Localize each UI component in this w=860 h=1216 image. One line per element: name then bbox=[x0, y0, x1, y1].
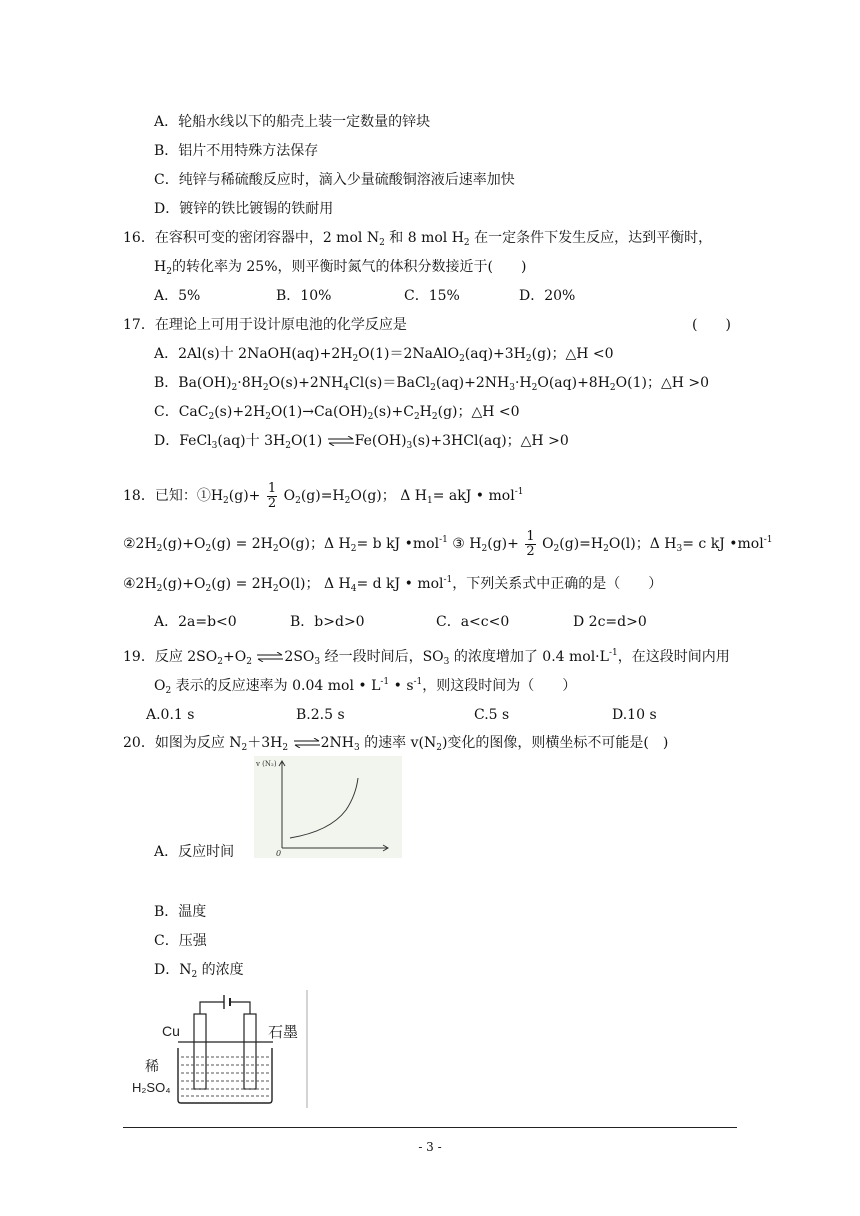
q20-option-c: C．压强 bbox=[154, 933, 207, 949]
q17-option-b: B．$Ba(OH)_2\cdot 8H_2O(s)+2NH_4Cl(s)=BaCl_2(aq)+2NH_3\cdot H_2O(aq)+8H_2O(1)$；△H >0 bbox=[154, 375, 710, 393]
q18-option-c: C．a<c<0 bbox=[436, 614, 510, 630]
equilibrium-arrow-icon bbox=[327, 436, 355, 446]
footer-divider bbox=[123, 1127, 737, 1128]
q18-eq2-eq3: $②2H_2(g)+O_2(g) = 2H_2O(g)$；Δ $H_2= b$ kJ •mol$^{-1}$ ③ $H_2(g)+$ $\frac{1}{2}$ $O_2(g)=H_2O(l)$；Δ $H_3= c$ kJ •mol$^{-1}$ bbox=[123, 528, 773, 559]
q18-option-a: A．2a=b<0 bbox=[154, 614, 237, 630]
beaker bbox=[178, 1048, 272, 1103]
equilibrium-arrow-icon bbox=[293, 738, 321, 748]
q18-option-b: B．b>d>0 bbox=[290, 614, 365, 630]
q19-stem: 19．反应 $2SO_2+O_2$ $2SO_3$ 经一段时间后，$SO_3$ 的浓度增加了 0.4 $mol\cdot L^{-1}$，在这段时间内用 bbox=[123, 648, 730, 667]
q19-option-c: C.5 s bbox=[474, 707, 510, 723]
q18-eq1: 18．已知：$①H_2(g)+$ $\frac{1}{2}$ $O_2(g)=H_2O(g)$； Δ $H_1=$ akJ • mol$^{-1}$ bbox=[123, 480, 524, 511]
electrolysis-cell-figure bbox=[128, 990, 310, 1108]
cu-electrode bbox=[194, 1014, 206, 1089]
q15-option-a: A．轮船水线以下的船壳上装一定数量的锌块 bbox=[154, 114, 431, 130]
q20-option-b: B．温度 bbox=[154, 904, 207, 920]
rate-graph bbox=[254, 756, 402, 858]
q20-option-a: A．反应时间 bbox=[154, 844, 235, 860]
q20-stem: 20．如图为反应 $N_2+3H_2$ $2NH_3$ 的速率 $v(N_2)$变化的图像，则横坐标不可能是( ) bbox=[123, 735, 669, 753]
equilibrium-arrow-icon bbox=[256, 652, 284, 662]
q18-eq4: $④2H_2(g)+O_2(g) = 2H_2O(l)$； Δ $H_4= d$ kJ • mol$^{-1}$，下列关系式中正确的是（ ） bbox=[123, 575, 663, 594]
q18-option-d: D 2c=d>0 bbox=[573, 614, 647, 630]
q15-option-b: B．铝片不用特殊方法保存 bbox=[154, 143, 319, 159]
graphite-electrode bbox=[244, 1014, 256, 1089]
q19-option-a: A.0.1 s bbox=[146, 707, 195, 723]
q17-option-c: C．$CaC_2(s)+2H_2O(1)\to Ca(OH)_2(s)+C_2H_2(g)$；△H <0 bbox=[154, 404, 520, 422]
q16-option-a: A．5% bbox=[154, 288, 201, 304]
q15-option-c: C．纯锌与稀硫酸反应时，滴入少量硫酸铜溶液后速率加快 bbox=[154, 172, 515, 188]
q19-stem-line2: $O_2$ 表示的反应速率为 0.04 mol • $L^{-1}$ • $s^{-1}$，则这段时间为（ ） bbox=[154, 677, 577, 696]
q17-bracket: ( ) bbox=[692, 317, 731, 333]
q19-option-d: D.10 s bbox=[612, 707, 657, 723]
q17-stem: 17．在理论上可用于设计原电池的化学反应是 bbox=[123, 317, 407, 333]
q20-option-d: D．$N_2$ 的浓度 bbox=[154, 962, 244, 980]
q16-stem: 16．在容积可变的密闭容器中，2 mol $N_2$ 和 8 mol $H_2$ 在一定条件下发生反应，达到平衡时， bbox=[123, 230, 713, 248]
q17-option-d: D．FeCl$_3$(aq)十 $3H_2O(1)$ $Fe(OH)_3(s)+3HCl(aq)$；△H >0 bbox=[154, 433, 569, 451]
fraction-half: $\frac{1}{2}$ bbox=[526, 528, 535, 559]
q16-option-b: B．10% bbox=[276, 288, 332, 304]
graphite-label: 石墨 bbox=[268, 1024, 299, 1041]
q16-stem-line2: $H_2$的转化率为 25%，则平衡时氮气的体积分数接近于( ) bbox=[154, 259, 527, 277]
q19-option-b: B.2.5 s bbox=[296, 707, 345, 723]
q16-option-c: C．15% bbox=[404, 288, 460, 304]
q17-option-a: A．2Al(s)十 $2NaOH(aq)+2H_2O(1)=2NaAlO_2(aq)+3H_2(g)$；△H <0 bbox=[154, 346, 614, 364]
dilute-label: 稀 bbox=[145, 1058, 159, 1074]
graph-origin-label: 0 bbox=[276, 849, 282, 858]
page-number: - 3 - bbox=[418, 1140, 442, 1154]
acid-label: H₂SO₄ bbox=[132, 1080, 171, 1095]
q16-option-d: D．20% bbox=[519, 288, 576, 304]
graph-y-label: v (N₂) bbox=[256, 760, 277, 768]
cu-label: Cu bbox=[162, 1023, 180, 1039]
fraction-half: $\frac{1}{2}$ bbox=[267, 480, 277, 511]
q15-option-d: D．镀锌的铁比镀锡的铁耐用 bbox=[154, 201, 334, 217]
